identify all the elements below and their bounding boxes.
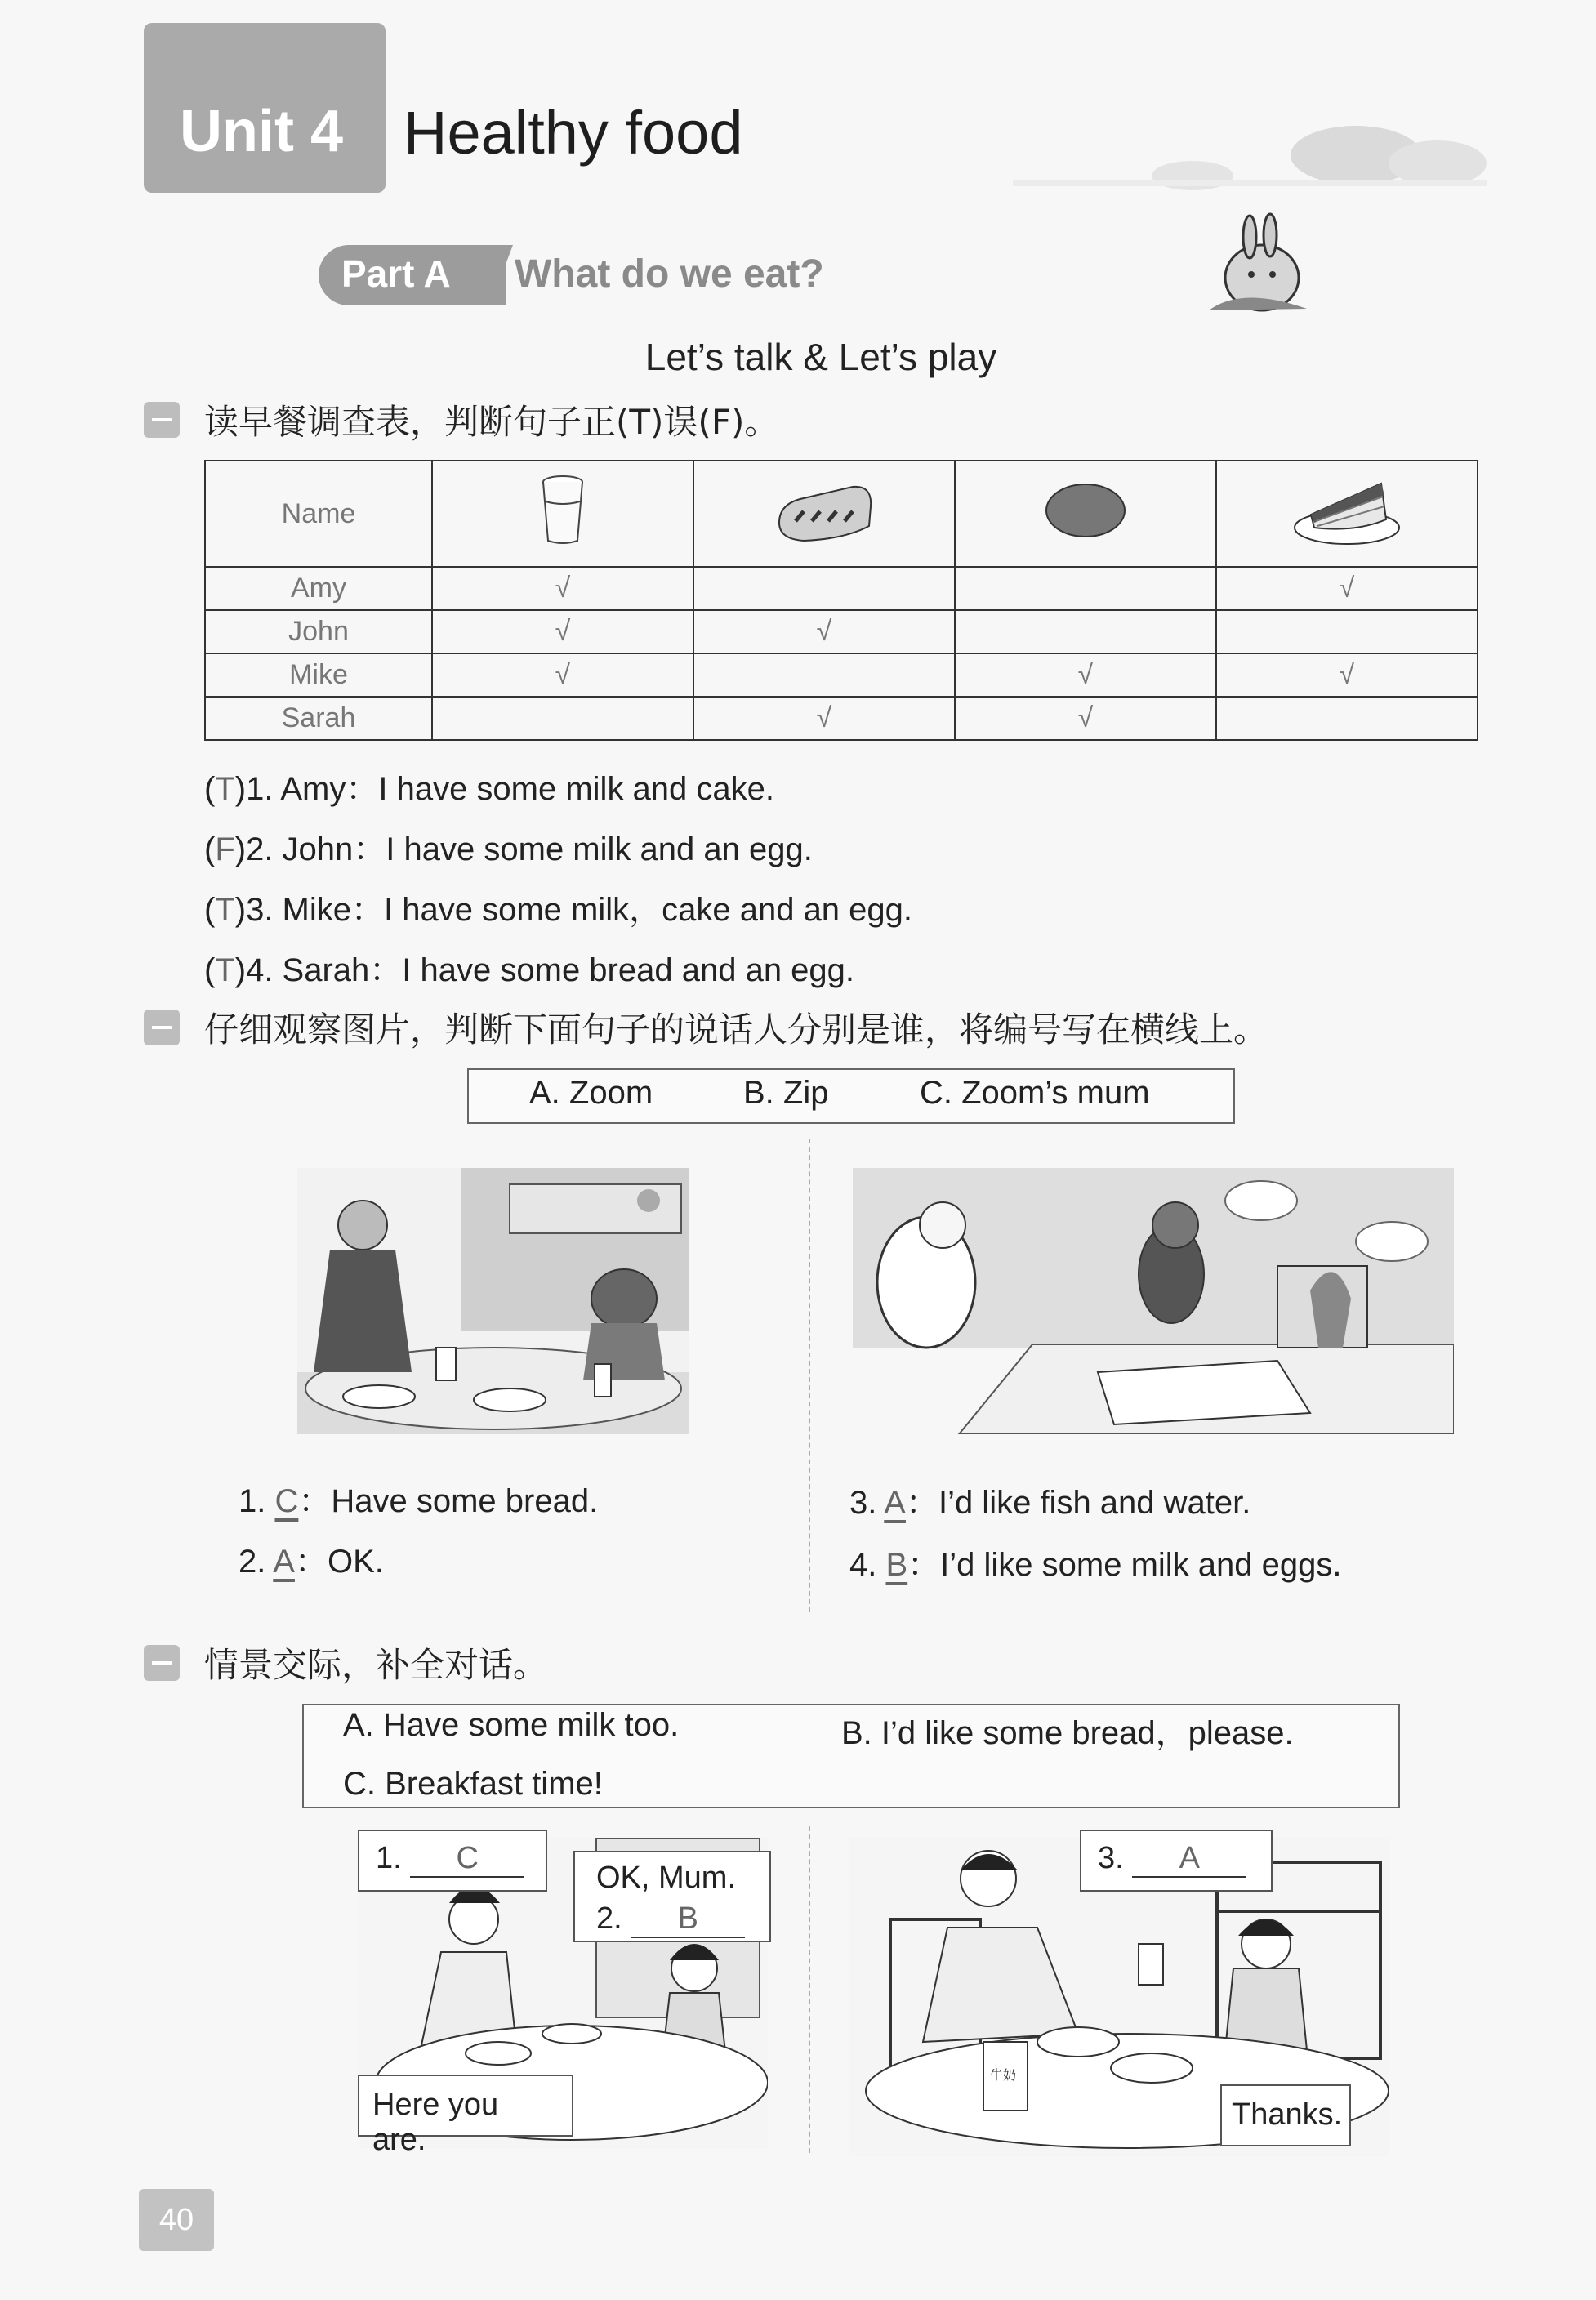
kitchen-illustration bbox=[297, 1168, 689, 1434]
egg-column-header bbox=[955, 461, 1216, 567]
table-cell bbox=[693, 653, 955, 697]
section-three-divider bbox=[809, 1826, 810, 2153]
table-cell bbox=[955, 567, 1216, 610]
table-row bbox=[205, 567, 1478, 610]
statement-text: )4. Sarah：I have some bread and an egg. bbox=[234, 952, 855, 988]
row-name: Amy bbox=[205, 567, 432, 610]
section-three-instruction: 情景交际，补全对话。 bbox=[204, 1645, 548, 1685]
speaker-blank[interactable]: B bbox=[885, 1547, 908, 1583]
milk-icon bbox=[538, 474, 587, 547]
section-two-instruction: 仔细观察图片，判断下面句子的说话人分别是谁，将编号写在横线上。 bbox=[204, 1010, 1268, 1050]
table-cell: √ bbox=[955, 697, 1216, 740]
table-cell bbox=[1216, 610, 1478, 653]
bubble-text: Here you are. bbox=[372, 2088, 499, 2157]
unit-label: Unit 4 bbox=[180, 99, 344, 164]
speaker-item-4 bbox=[849, 1539, 1342, 1585]
answer-mark[interactable]: T bbox=[215, 892, 235, 928]
speaker-blank[interactable]: A bbox=[884, 1485, 906, 1521]
row-name: John bbox=[205, 610, 432, 653]
restaurant-illustration bbox=[853, 1168, 1454, 1434]
bunny-mascot-icon bbox=[1193, 212, 1323, 319]
paren-open: ( bbox=[204, 771, 216, 807]
section-two-icon bbox=[144, 1010, 180, 1045]
page-number: 40 bbox=[139, 2189, 214, 2251]
unit-title: Healthy food bbox=[403, 99, 743, 167]
statement-3 bbox=[204, 884, 912, 930]
section-one-icon bbox=[144, 402, 180, 438]
cake-icon bbox=[1290, 474, 1404, 547]
egg-icon bbox=[1041, 478, 1130, 543]
item-text: ：I’d like fish and water. bbox=[905, 1485, 1251, 1521]
bubble-number: 2. bbox=[596, 1901, 622, 1936]
speaker-item-3 bbox=[849, 1477, 1250, 1523]
bubble-text: Thanks. bbox=[1232, 2097, 1343, 2132]
table-cell: √ bbox=[1216, 653, 1478, 697]
answer-mark[interactable]: F bbox=[215, 831, 235, 867]
speaker-blank[interactable]: A bbox=[273, 1544, 295, 1580]
table-cell: √ bbox=[432, 653, 693, 697]
breakfast-survey-table bbox=[204, 460, 1478, 741]
part-title: What do we eat? bbox=[515, 252, 824, 296]
speech-bubble-5 bbox=[1220, 2084, 1351, 2146]
answer-mark[interactable]: T bbox=[215, 771, 235, 807]
dialogue-blank-2[interactable]: B bbox=[631, 1901, 745, 1938]
bubble-number: 1. bbox=[376, 1841, 402, 1875]
speech-bubble-4 bbox=[1080, 1830, 1273, 1892]
table-cell bbox=[1216, 697, 1478, 740]
speaker-item-2 bbox=[239, 1536, 384, 1582]
table-cell: √ bbox=[693, 610, 955, 653]
table-cell: √ bbox=[432, 610, 693, 653]
section-two-divider bbox=[809, 1139, 810, 1612]
item-number: 1. bbox=[239, 1483, 275, 1519]
dialogue-option-a: A. Have some milk too. bbox=[343, 1707, 680, 1743]
table-cell bbox=[432, 697, 693, 740]
row-name: Mike bbox=[205, 653, 432, 697]
dialogue-option-c: C. Breakfast time! bbox=[343, 1766, 603, 1802]
table-cell: √ bbox=[432, 567, 693, 610]
table-cell: √ bbox=[693, 697, 955, 740]
table-header-row bbox=[205, 461, 1478, 567]
item-text: ：OK. bbox=[294, 1544, 384, 1580]
item-number: 3. bbox=[849, 1485, 885, 1521]
table-cell bbox=[955, 610, 1216, 653]
bread-column-header bbox=[693, 461, 955, 567]
bubble-text: OK, Mum. bbox=[596, 1861, 737, 1895]
statement-2 bbox=[204, 823, 813, 870]
statement-text: )2. John：I have some milk and an egg. bbox=[234, 831, 813, 867]
item-text: ：I’d like some milk and eggs. bbox=[907, 1547, 1342, 1583]
paren-open: ( bbox=[204, 831, 216, 867]
speaker-item-1 bbox=[239, 1475, 598, 1522]
option-b: B. Zip bbox=[743, 1075, 829, 1111]
part-label: Part A bbox=[341, 252, 451, 295]
statement-1 bbox=[204, 763, 774, 809]
cake-column-header bbox=[1216, 461, 1478, 567]
row-name: Sarah bbox=[205, 697, 432, 740]
dialogue-option-b: B. I’d like some bread，please. bbox=[841, 1715, 1294, 1751]
item-number: 2. bbox=[239, 1544, 274, 1580]
statement-text: )1. Amy：I have some milk and cake. bbox=[234, 771, 775, 807]
bubble-number: 3. bbox=[1098, 1841, 1124, 1875]
paren-open: ( bbox=[204, 892, 216, 928]
option-c: C. Zoom’s mum bbox=[920, 1075, 1150, 1111]
item-text: ：Have some bread. bbox=[298, 1483, 599, 1519]
option-a: A. Zoom bbox=[529, 1075, 653, 1111]
bread-icon bbox=[771, 474, 877, 547]
item-number: 4. bbox=[849, 1547, 886, 1583]
paren-open: ( bbox=[204, 952, 216, 988]
section-three-icon bbox=[144, 1645, 180, 1681]
table-cell: √ bbox=[1216, 567, 1478, 610]
statement-text: )3. Mike：I have some milk，cake and an egg. bbox=[234, 892, 913, 928]
milk-carton-label: 牛奶 bbox=[990, 2067, 1017, 2083]
table-cell: √ bbox=[955, 653, 1216, 697]
table-cell bbox=[693, 567, 955, 610]
dialogue-blank-1[interactable]: C bbox=[410, 1841, 524, 1878]
answer-mark[interactable]: T bbox=[215, 952, 235, 988]
table-row bbox=[205, 653, 1478, 697]
statement-4 bbox=[204, 944, 854, 991]
speech-bubble-2 bbox=[573, 1851, 771, 1942]
table-row bbox=[205, 697, 1478, 740]
speech-bubble-3 bbox=[358, 2075, 573, 2157]
table-row bbox=[205, 610, 1478, 653]
cloud-decoration-icon bbox=[1013, 98, 1503, 196]
section-one-instruction: 读早餐调查表，判断句子正(T)误(F)。 bbox=[204, 402, 779, 442]
lesson-subtitle: Let’s talk & Let’s play bbox=[644, 336, 997, 378]
speaker-blank[interactable]: C bbox=[274, 1483, 299, 1519]
milk-column-header bbox=[432, 461, 693, 567]
dialogue-blank-3[interactable]: A bbox=[1132, 1841, 1246, 1878]
table-header-name: Name bbox=[205, 461, 432, 567]
part-pill-tail bbox=[490, 245, 513, 305]
speech-bubble-1 bbox=[358, 1830, 547, 1892]
